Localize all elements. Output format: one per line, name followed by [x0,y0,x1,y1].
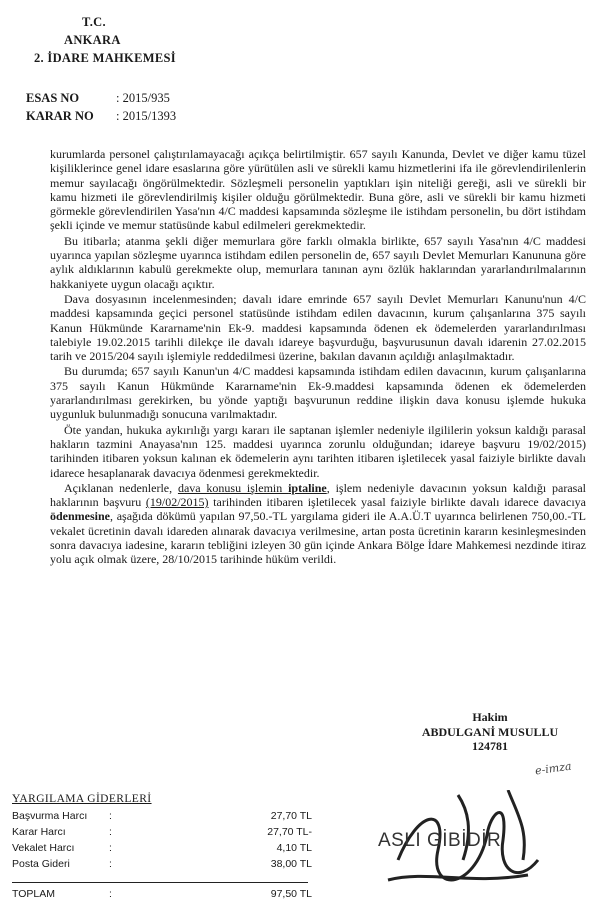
total-divider [12,882,308,883]
paragraph-3: Dava dosyasının incelenmesinden; davalı idare emrinde 657 sayılı Devlet Memurları Kanunu'nun 4/C maddesi kapsamında geçici personel statüsünde istihdam edilen davacının, kurum çalışanlarına 375 sayılı Kanun Hükmünde Kararname'nin Ek-9. maddesi kapsamında ödenen ek ödemelerden yararlandırılması talebiyle 19.02.2015 tarihli dilekçe ile davalı idareye başvurduğu, başvurusunun davalı idarenin 27.02.2015 tarih ve 2015/204 sayılı işlemiyle reddedilmesi üzerine, bakılan davanın açıldığı anlaşılmaktadır. [50,291,586,364]
esas-no-value: : 2015/935 [116,91,170,105]
p6-odenmesine: ödenmesine [50,509,110,524]
total-colon: : [109,888,112,900]
paragraph-5: Öte yandan, hukuka aykırılığı yargı kararı ile saptanan işlemler nedeniyle ilgililerin yoksun kaldığı parasal hakların tazmini Anayasa'nın 125. maddesi uyarınca zorunlu olduğundan; idareye başvuru 19/02/2015) tarihinden itibaren yoksun kalınan ek ödemelerin aynı tarihten itibaren işletilecek yasal faiziyle birlikte davalı idarece hesaplanarak davacıya ödenmesi gerekmektedir. [50,422,586,480]
header-tc: T.C. [82,15,106,29]
karar-no-value: : 2015/1393 [116,109,177,123]
cost-amount: 4,10 TL [276,842,312,854]
cost-colon: : [109,842,112,854]
signature-block [400,710,580,754]
cost-row [12,842,312,855]
esas-no-label: ESAS NO [26,91,80,105]
e-imza-mark: e-imza [534,759,573,778]
signature-number: 124781 [472,739,508,753]
p6-basvuru-date: (19/02/2015) [145,495,209,510]
paragraph-1: kurumlarda personel çalıştırılamayacağı açıkça belirtilmiştir. 657 sayılı Kanunda, Devlet ve diğer kamu tüzel kişiliklerince genel idare esaslarına göre yürütülen asli ve sürekli kamu hizmetlerini ifa ile görevlendirilenlerin memur sayılacağı öngörülmektedir. Sözleşmeli personelin yaptıkları işin niteliği gereği, asli ve sürekli bir kamu hizmeti ile görevlendirilmiş kişiler olduğu görülmektedir. Buna göre, asli ve sürekli bir kamu hizmeti görmekle görevlendirilen Yasa'nın 4/C maddesi kapsamında sözleşme ile istihdam personelin, bu dört istihdam şekli içinde ve memur statüsünde kabul edilmeleri gerekmektedir. [50,147,586,233]
signature-title: Hakim [472,710,508,724]
header-city: ANKARA [64,33,121,47]
cost-label: Başvurma Harcı [12,810,88,822]
p6-iptaline: iptaline [288,480,327,495]
costs-title: YARGILAMA GİDERLERİ [12,793,152,805]
signature-name: ABDULGANİ MUSULLU [421,724,559,739]
cost-amount: 27,70 TL [270,810,312,822]
cost-colon: : [109,826,112,838]
asli-gibidir-stamp: ASLI GİBİDİR [378,830,502,851]
cost-label: Vekalet Harcı [12,842,75,854]
total-label: TOPLAM [12,888,55,900]
decision-body [50,147,586,568]
cost-row [12,810,312,823]
p6-underlined-subject: dava konusu işlemin [177,480,289,495]
p6-part-h: , aşağıda dökümü yapılan 97,50.-TL yargılama gideri ile A.A.Ü.T uyarınca belirlenen 750,00.-TL vekalet ücretinin davalı idareden alınarak davacıya verilmesine, artan posta ücretinin kararın kesinleşmesinden sonra davacıya iadesine, kararın tebliğini izleyen 30 gün içinde Ankara Bölge İdare Mahkemesi nezdinde itiraz yolu açık olmak üzere, 28/10/2015 tarihinde hüküm verildi. [50,509,586,567]
p6-part-f: tarihinden itibaren işletilecek yasal faiziyle birlikte davalı idarece davacıya [208,495,586,510]
cost-colon: : [109,858,112,870]
cost-amount: 27,70 TL- [267,826,312,838]
cost-row [12,858,312,871]
paragraph-6 [50,481,586,567]
total-amount: 97,50 TL [270,888,312,900]
cost-amount: 38,00 TL [270,858,312,870]
karar-no-row [26,109,176,124]
header-court: 2. İDARE MAHKEMESİ [34,51,176,65]
cost-label: Karar Harcı [12,826,66,838]
p6-part-a: Açıklanan nedenlerle, [64,480,178,495]
cost-label: Posta Gideri [12,858,70,870]
p6-part-d: , işlem nedeniyle davacının yoksun kaldığı parasal haklarının başvuru [50,480,586,510]
esas-no-row [26,91,170,106]
cost-row [12,826,312,839]
karar-no-label: KARAR NO [26,109,94,123]
paragraph-4: Bu durumda; 657 sayılı Kanun'un 4/C maddesi kapsamında istihdam edilen davacının, kurum çalışanlarına 375 sayılı Kanun Hükmünde Kararname'nin Ek-9.maddesi kapsamında ödenen ek ödemelerden yararlandırılması gerekirken, bu yönde yaptığı başvurunun reddine ilişkin dava konusu işlemde hukuka uygunluk bulunmadığı sonucuna varılmaktadır. [50,364,586,422]
cost-colon: : [109,810,112,822]
paragraph-2: Bu itibarla; atanma şekli diğer memurlara göre farklı olmakla birlikte, 657 sayılı Yasa'nın 4/C maddesi uyarınca yapılan sözleşme uyarınca istihdam edilen personelin de, 657 sayılı Devlet Memurları Kanununa göre aylık aldıklarının kabulü gerekmekte olup, memurlara tanınan aynı özlük haklarından yararlandırılmalarının hakkaniyete uygun olacağı açıktır. [50,233,586,291]
